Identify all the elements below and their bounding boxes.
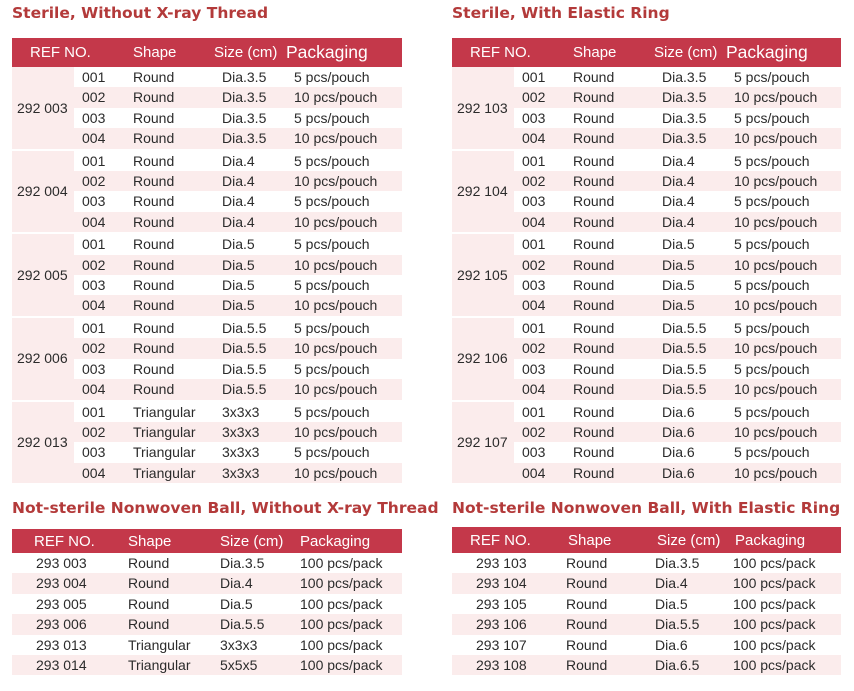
ref-no-cell: 292 104: [452, 150, 514, 234]
header-packaging: Packaging: [296, 529, 402, 553]
size-cell: Dia.5: [216, 594, 296, 614]
size-cell: Dia.4: [214, 150, 286, 171]
shape-cell: Round: [125, 255, 214, 275]
ref-no-cell: 292 103: [452, 67, 514, 150]
size-cell: Dia.5.5: [214, 359, 286, 379]
shape-cell: Round: [125, 87, 214, 107]
variant-code-cell: 002: [514, 171, 565, 191]
size-cell: 3x3x3: [214, 401, 286, 422]
shape-cell: Round: [125, 128, 214, 149]
packaging-cell: 5 pcs/pouch: [726, 67, 841, 87]
size-cell: Dia.4: [214, 212, 286, 233]
variant-code-cell: 004: [514, 128, 565, 149]
packaging-cell: 100 pcs/pack: [729, 553, 841, 573]
section-title-nonsterile-no-xray: Not-sterile Nonwoven Ball, Without X-ray Thread: [12, 499, 439, 517]
shape-cell: Round: [565, 171, 654, 191]
variant-code-cell: 004: [514, 463, 565, 484]
size-cell: Dia.5: [654, 275, 726, 295]
packaging-cell: 100 pcs/pack: [729, 614, 841, 634]
size-cell: Dia.5.5: [214, 338, 286, 358]
header-ref-no: REF NO.: [452, 38, 565, 67]
packaging-cell: 10 pcs/pouch: [286, 171, 402, 191]
table-row: [12, 594, 402, 614]
packaging-cell: 5 pcs/pouch: [726, 108, 841, 128]
shape-cell: Round: [122, 553, 216, 573]
ref-no-cell: 293 013: [12, 635, 122, 655]
packaging-cell: 100 pcs/pack: [729, 573, 841, 593]
variant-code-cell: 001: [514, 233, 565, 254]
sterile-elastic-table: [452, 38, 841, 485]
packaging-cell: 10 pcs/pouch: [726, 255, 841, 275]
table-row: [12, 233, 402, 254]
shape-cell: Round: [125, 379, 214, 400]
shape-cell: Round: [125, 108, 214, 128]
size-cell: Dia.5: [654, 233, 726, 254]
size-cell: Dia.5: [214, 255, 286, 275]
shape-cell: Round: [560, 614, 651, 634]
size-cell: 3x3x3: [214, 442, 286, 462]
size-cell: Dia.3.5: [654, 128, 726, 149]
variant-code-cell: 002: [74, 338, 125, 358]
shape-cell: Round: [565, 255, 654, 275]
variant-code-cell: 004: [514, 295, 565, 316]
variant-code-cell: 002: [514, 87, 565, 107]
size-cell: Dia.5.5: [216, 614, 296, 634]
variant-code-cell: 002: [74, 87, 125, 107]
ref-no-cell: 293 014: [12, 655, 122, 675]
shape-cell: Round: [122, 573, 216, 593]
packaging-cell: 5 pcs/pouch: [726, 191, 841, 211]
ref-no-cell: 293 004: [12, 573, 122, 593]
packaging-cell: 5 pcs/pouch: [286, 442, 402, 462]
packaging-cell: 100 pcs/pack: [296, 655, 402, 675]
size-cell: Dia.3.5: [654, 87, 726, 107]
shape-cell: Round: [565, 295, 654, 316]
ref-no-cell: 293 104: [452, 573, 560, 593]
variant-code-cell: 001: [514, 150, 565, 171]
header-size: Size (cm): [216, 529, 296, 553]
packaging-cell: 10 pcs/pouch: [286, 255, 402, 275]
variant-code-cell: 001: [514, 401, 565, 422]
nonsterile-elastic-table: [452, 527, 841, 675]
packaging-cell: 5 pcs/pouch: [726, 317, 841, 338]
packaging-cell: 5 pcs/pouch: [726, 401, 841, 422]
variant-code-cell: 001: [74, 233, 125, 254]
ref-no-cell: 292 105: [452, 233, 514, 317]
header-ref-no: REF NO.: [452, 527, 560, 553]
variant-code-cell: 004: [74, 379, 125, 400]
packaging-cell: 5 pcs/pouch: [726, 359, 841, 379]
packaging-cell: 10 pcs/pouch: [726, 422, 841, 442]
size-cell: Dia.3.5: [214, 108, 286, 128]
variant-code-cell: 002: [514, 422, 565, 442]
shape-cell: Round: [565, 87, 654, 107]
size-cell: Dia.6: [654, 442, 726, 462]
packaging-cell: 10 pcs/pouch: [726, 212, 841, 233]
packaging-cell: 100 pcs/pack: [296, 635, 402, 655]
header-shape: Shape: [125, 38, 214, 67]
table-row: [12, 150, 402, 171]
variant-code-cell: 003: [74, 191, 125, 211]
shape-cell: Round: [125, 212, 214, 233]
variant-code-cell: 001: [514, 67, 565, 87]
packaging-cell: 10 pcs/pouch: [726, 295, 841, 316]
table-row: [452, 614, 841, 634]
size-cell: Dia.5: [654, 295, 726, 316]
header-ref-no: REF NO.: [12, 38, 125, 67]
variant-code-cell: 002: [74, 255, 125, 275]
variant-code-cell: 002: [514, 255, 565, 275]
size-cell: Dia.3.5: [651, 553, 729, 573]
shape-cell: Round: [125, 338, 214, 358]
packaging-cell: 10 pcs/pouch: [726, 128, 841, 149]
packaging-cell: 10 pcs/pouch: [726, 87, 841, 107]
header-size: Size (cm): [214, 38, 286, 67]
shape-cell: Triangular: [122, 655, 216, 675]
packaging-cell: 5 pcs/pouch: [286, 233, 402, 254]
size-cell: Dia.5: [214, 233, 286, 254]
header-shape: Shape: [122, 529, 216, 553]
ref-no-cell: 292 006: [12, 317, 74, 401]
size-cell: Dia.5.5: [654, 379, 726, 400]
variant-code-cell: 003: [74, 108, 125, 128]
shape-cell: Round: [560, 594, 651, 614]
size-cell: Dia.6: [651, 635, 729, 655]
variant-code-cell: 003: [74, 275, 125, 295]
shape-cell: Round: [125, 171, 214, 191]
packaging-cell: 100 pcs/pack: [729, 594, 841, 614]
size-cell: Dia.5: [654, 255, 726, 275]
shape-cell: Triangular: [122, 635, 216, 655]
variant-code-cell: 004: [74, 128, 125, 149]
variant-code-cell: 004: [514, 212, 565, 233]
packaging-cell: 10 pcs/pouch: [286, 295, 402, 316]
table-row: [12, 317, 402, 338]
shape-cell: Round: [565, 422, 654, 442]
table-row: [452, 150, 841, 171]
variant-code-cell: 004: [74, 463, 125, 484]
table-row: [452, 317, 841, 338]
packaging-cell: 10 pcs/pouch: [726, 463, 841, 484]
packaging-cell: 5 pcs/pouch: [286, 359, 402, 379]
table-row: [12, 573, 402, 593]
packaging-cell: 5 pcs/pouch: [726, 233, 841, 254]
table-row: [452, 573, 841, 593]
shape-cell: Triangular: [125, 442, 214, 462]
size-cell: 3x3x3: [214, 422, 286, 442]
table-row: [452, 233, 841, 254]
size-cell: Dia.5.5: [654, 338, 726, 358]
shape-cell: Round: [125, 295, 214, 316]
shape-cell: Round: [565, 191, 654, 211]
size-cell: Dia.5.5: [654, 317, 726, 338]
packaging-cell: 10 pcs/pouch: [726, 171, 841, 191]
ref-no-cell: 293 103: [452, 553, 560, 573]
shape-cell: Round: [565, 317, 654, 338]
header-shape: Shape: [560, 527, 651, 553]
shape-cell: Round: [565, 128, 654, 149]
shape-cell: Triangular: [125, 422, 214, 442]
variant-code-cell: 001: [74, 67, 125, 87]
table-row: [12, 67, 402, 87]
shape-cell: Round: [122, 594, 216, 614]
variant-code-cell: 001: [74, 401, 125, 422]
variant-code-cell: 003: [514, 108, 565, 128]
size-cell: 3x3x3: [216, 635, 296, 655]
variant-code-cell: 004: [514, 379, 565, 400]
size-cell: 3x3x3: [214, 463, 286, 484]
size-cell: Dia.4: [654, 212, 726, 233]
size-cell: Dia.3.5: [214, 128, 286, 149]
shape-cell: Round: [565, 67, 654, 87]
variant-code-cell: 003: [514, 191, 565, 211]
nonsterile-no-xray-table: [12, 529, 402, 675]
packaging-cell: 5 pcs/pouch: [286, 317, 402, 338]
shape-cell: Round: [125, 317, 214, 338]
packaging-cell: 5 pcs/pouch: [726, 150, 841, 171]
ref-no-cell: 293 106: [452, 614, 560, 634]
packaging-cell: 10 pcs/pouch: [286, 422, 402, 442]
shape-cell: Round: [565, 233, 654, 254]
packaging-cell: 100 pcs/pack: [729, 635, 841, 655]
size-cell: Dia.6: [654, 422, 726, 442]
packaging-cell: 5 pcs/pouch: [286, 67, 402, 87]
variant-code-cell: 002: [514, 338, 565, 358]
variant-code-cell: 003: [514, 359, 565, 379]
ref-no-cell: 292 107: [452, 401, 514, 485]
header-ref-no: REF NO.: [12, 529, 122, 553]
shape-cell: Round: [565, 212, 654, 233]
variant-code-cell: 003: [514, 275, 565, 295]
ref-no-cell: 292 003: [12, 67, 74, 150]
ref-no-cell: 293 108: [452, 655, 560, 675]
size-cell: Dia.4: [214, 191, 286, 211]
size-cell: Dia.4: [651, 573, 729, 593]
size-cell: Dia.6: [654, 401, 726, 422]
size-cell: Dia.4: [654, 191, 726, 211]
size-cell: Dia.5: [214, 295, 286, 316]
shape-cell: Triangular: [125, 463, 214, 484]
size-cell: Dia.5.5: [214, 317, 286, 338]
packaging-cell: 100 pcs/pack: [296, 614, 402, 634]
packaging-cell: 100 pcs/pack: [729, 655, 841, 675]
section-title-nonsterile-elastic: Not-sterile Nonwoven Ball, With Elastic Ring: [452, 499, 841, 517]
section-title-sterile-no-xray: Sterile, Without X-ray Thread: [12, 4, 269, 22]
size-cell: Dia.5.5: [654, 359, 726, 379]
shape-cell: Round: [560, 573, 651, 593]
table-row: [452, 635, 841, 655]
packaging-cell: 10 pcs/pouch: [286, 338, 402, 358]
shape-cell: Round: [125, 275, 214, 295]
packaging-cell: 10 pcs/pouch: [286, 87, 402, 107]
size-cell: Dia.4: [214, 171, 286, 191]
table-row: [452, 553, 841, 573]
variant-code-cell: 002: [74, 171, 125, 191]
shape-cell: Round: [125, 233, 214, 254]
ref-no-cell: 292 004: [12, 150, 74, 234]
packaging-cell: 10 pcs/pouch: [286, 212, 402, 233]
shape-cell: Round: [565, 463, 654, 484]
shape-cell: Round: [560, 635, 651, 655]
variant-code-cell: 003: [74, 359, 125, 379]
shape-cell: Round: [125, 150, 214, 171]
table-row: [12, 553, 402, 573]
ref-no-cell: 293 006: [12, 614, 122, 634]
packaging-cell: 5 pcs/pouch: [726, 442, 841, 462]
shape-cell: Triangular: [125, 401, 214, 422]
packaging-cell: 5 pcs/pouch: [726, 275, 841, 295]
variant-code-cell: 004: [74, 295, 125, 316]
ref-no-cell: 293 005: [12, 594, 122, 614]
packaging-cell: 5 pcs/pouch: [286, 108, 402, 128]
packaging-cell: 100 pcs/pack: [296, 573, 402, 593]
ref-no-cell: 292 106: [452, 317, 514, 401]
size-cell: Dia.3.5: [654, 108, 726, 128]
ref-no-cell: 293 105: [452, 594, 560, 614]
section-title-sterile-elastic: Sterile, With Elastic Ring: [452, 4, 670, 22]
header-shape: Shape: [565, 38, 654, 67]
size-cell: Dia.5: [214, 275, 286, 295]
variant-code-cell: 002: [74, 422, 125, 442]
packaging-cell: 5 pcs/pouch: [286, 191, 402, 211]
variant-code-cell: 001: [514, 317, 565, 338]
ref-no-cell: 292 013: [12, 401, 74, 485]
packaging-cell: 5 pcs/pouch: [286, 150, 402, 171]
shape-cell: Round: [565, 379, 654, 400]
size-cell: Dia.5.5: [651, 614, 729, 634]
size-cell: Dia.5.5: [214, 379, 286, 400]
size-cell: Dia.6.5: [651, 655, 729, 675]
shape-cell: Round: [565, 338, 654, 358]
ref-no-cell: 293 003: [12, 553, 122, 573]
size-cell: Dia.3.5: [214, 87, 286, 107]
packaging-cell: 10 pcs/pouch: [726, 338, 841, 358]
variant-code-cell: 003: [514, 442, 565, 462]
shape-cell: Round: [125, 67, 214, 87]
table-row: [452, 67, 841, 87]
header-size: Size (cm): [651, 527, 729, 553]
ref-no-cell: 293 107: [452, 635, 560, 655]
table-row: [12, 401, 402, 422]
packaging-cell: 100 pcs/pack: [296, 594, 402, 614]
variant-code-cell: 003: [74, 442, 125, 462]
sterile-no-xray-table: [12, 38, 402, 485]
shape-cell: Round: [560, 553, 651, 573]
shape-cell: Round: [565, 401, 654, 422]
variant-code-cell: 001: [74, 317, 125, 338]
shape-cell: Round: [125, 359, 214, 379]
variant-code-cell: 001: [74, 150, 125, 171]
size-cell: Dia.6: [654, 463, 726, 484]
size-cell: Dia.3.5: [216, 553, 296, 573]
shape-cell: Round: [565, 150, 654, 171]
header-packaging: Packaging: [286, 38, 402, 67]
packaging-cell: 5 pcs/pouch: [286, 275, 402, 295]
size-cell: Dia.3.5: [214, 67, 286, 87]
table-row: [12, 614, 402, 634]
table-row: [12, 635, 402, 655]
shape-cell: Round: [565, 275, 654, 295]
packaging-cell: 10 pcs/pouch: [286, 463, 402, 484]
shape-cell: Round: [125, 191, 214, 211]
size-cell: Dia.4: [216, 573, 296, 593]
size-cell: 5x5x5: [216, 655, 296, 675]
table-row: [452, 655, 841, 675]
size-cell: Dia.4: [654, 171, 726, 191]
shape-cell: Round: [565, 108, 654, 128]
shape-cell: Round: [565, 442, 654, 462]
table-row: [452, 594, 841, 614]
ref-no-cell: 292 005: [12, 233, 74, 317]
size-cell: Dia.3.5: [654, 67, 726, 87]
packaging-cell: 10 pcs/pouch: [286, 128, 402, 149]
size-cell: Dia.4: [654, 150, 726, 171]
header-size: Size (cm): [654, 38, 726, 67]
shape-cell: Round: [560, 655, 651, 675]
packaging-cell: 100 pcs/pack: [296, 553, 402, 573]
packaging-cell: 5 pcs/pouch: [286, 401, 402, 422]
shape-cell: Round: [565, 359, 654, 379]
packaging-cell: 10 pcs/pouch: [286, 379, 402, 400]
shape-cell: Round: [122, 614, 216, 634]
table-row: [12, 655, 402, 675]
header-packaging: Packaging: [729, 527, 841, 553]
variant-code-cell: 004: [74, 212, 125, 233]
header-packaging: Packaging: [726, 38, 841, 67]
size-cell: Dia.5: [651, 594, 729, 614]
table-row: [452, 401, 841, 422]
packaging-cell: 10 pcs/pouch: [726, 379, 841, 400]
